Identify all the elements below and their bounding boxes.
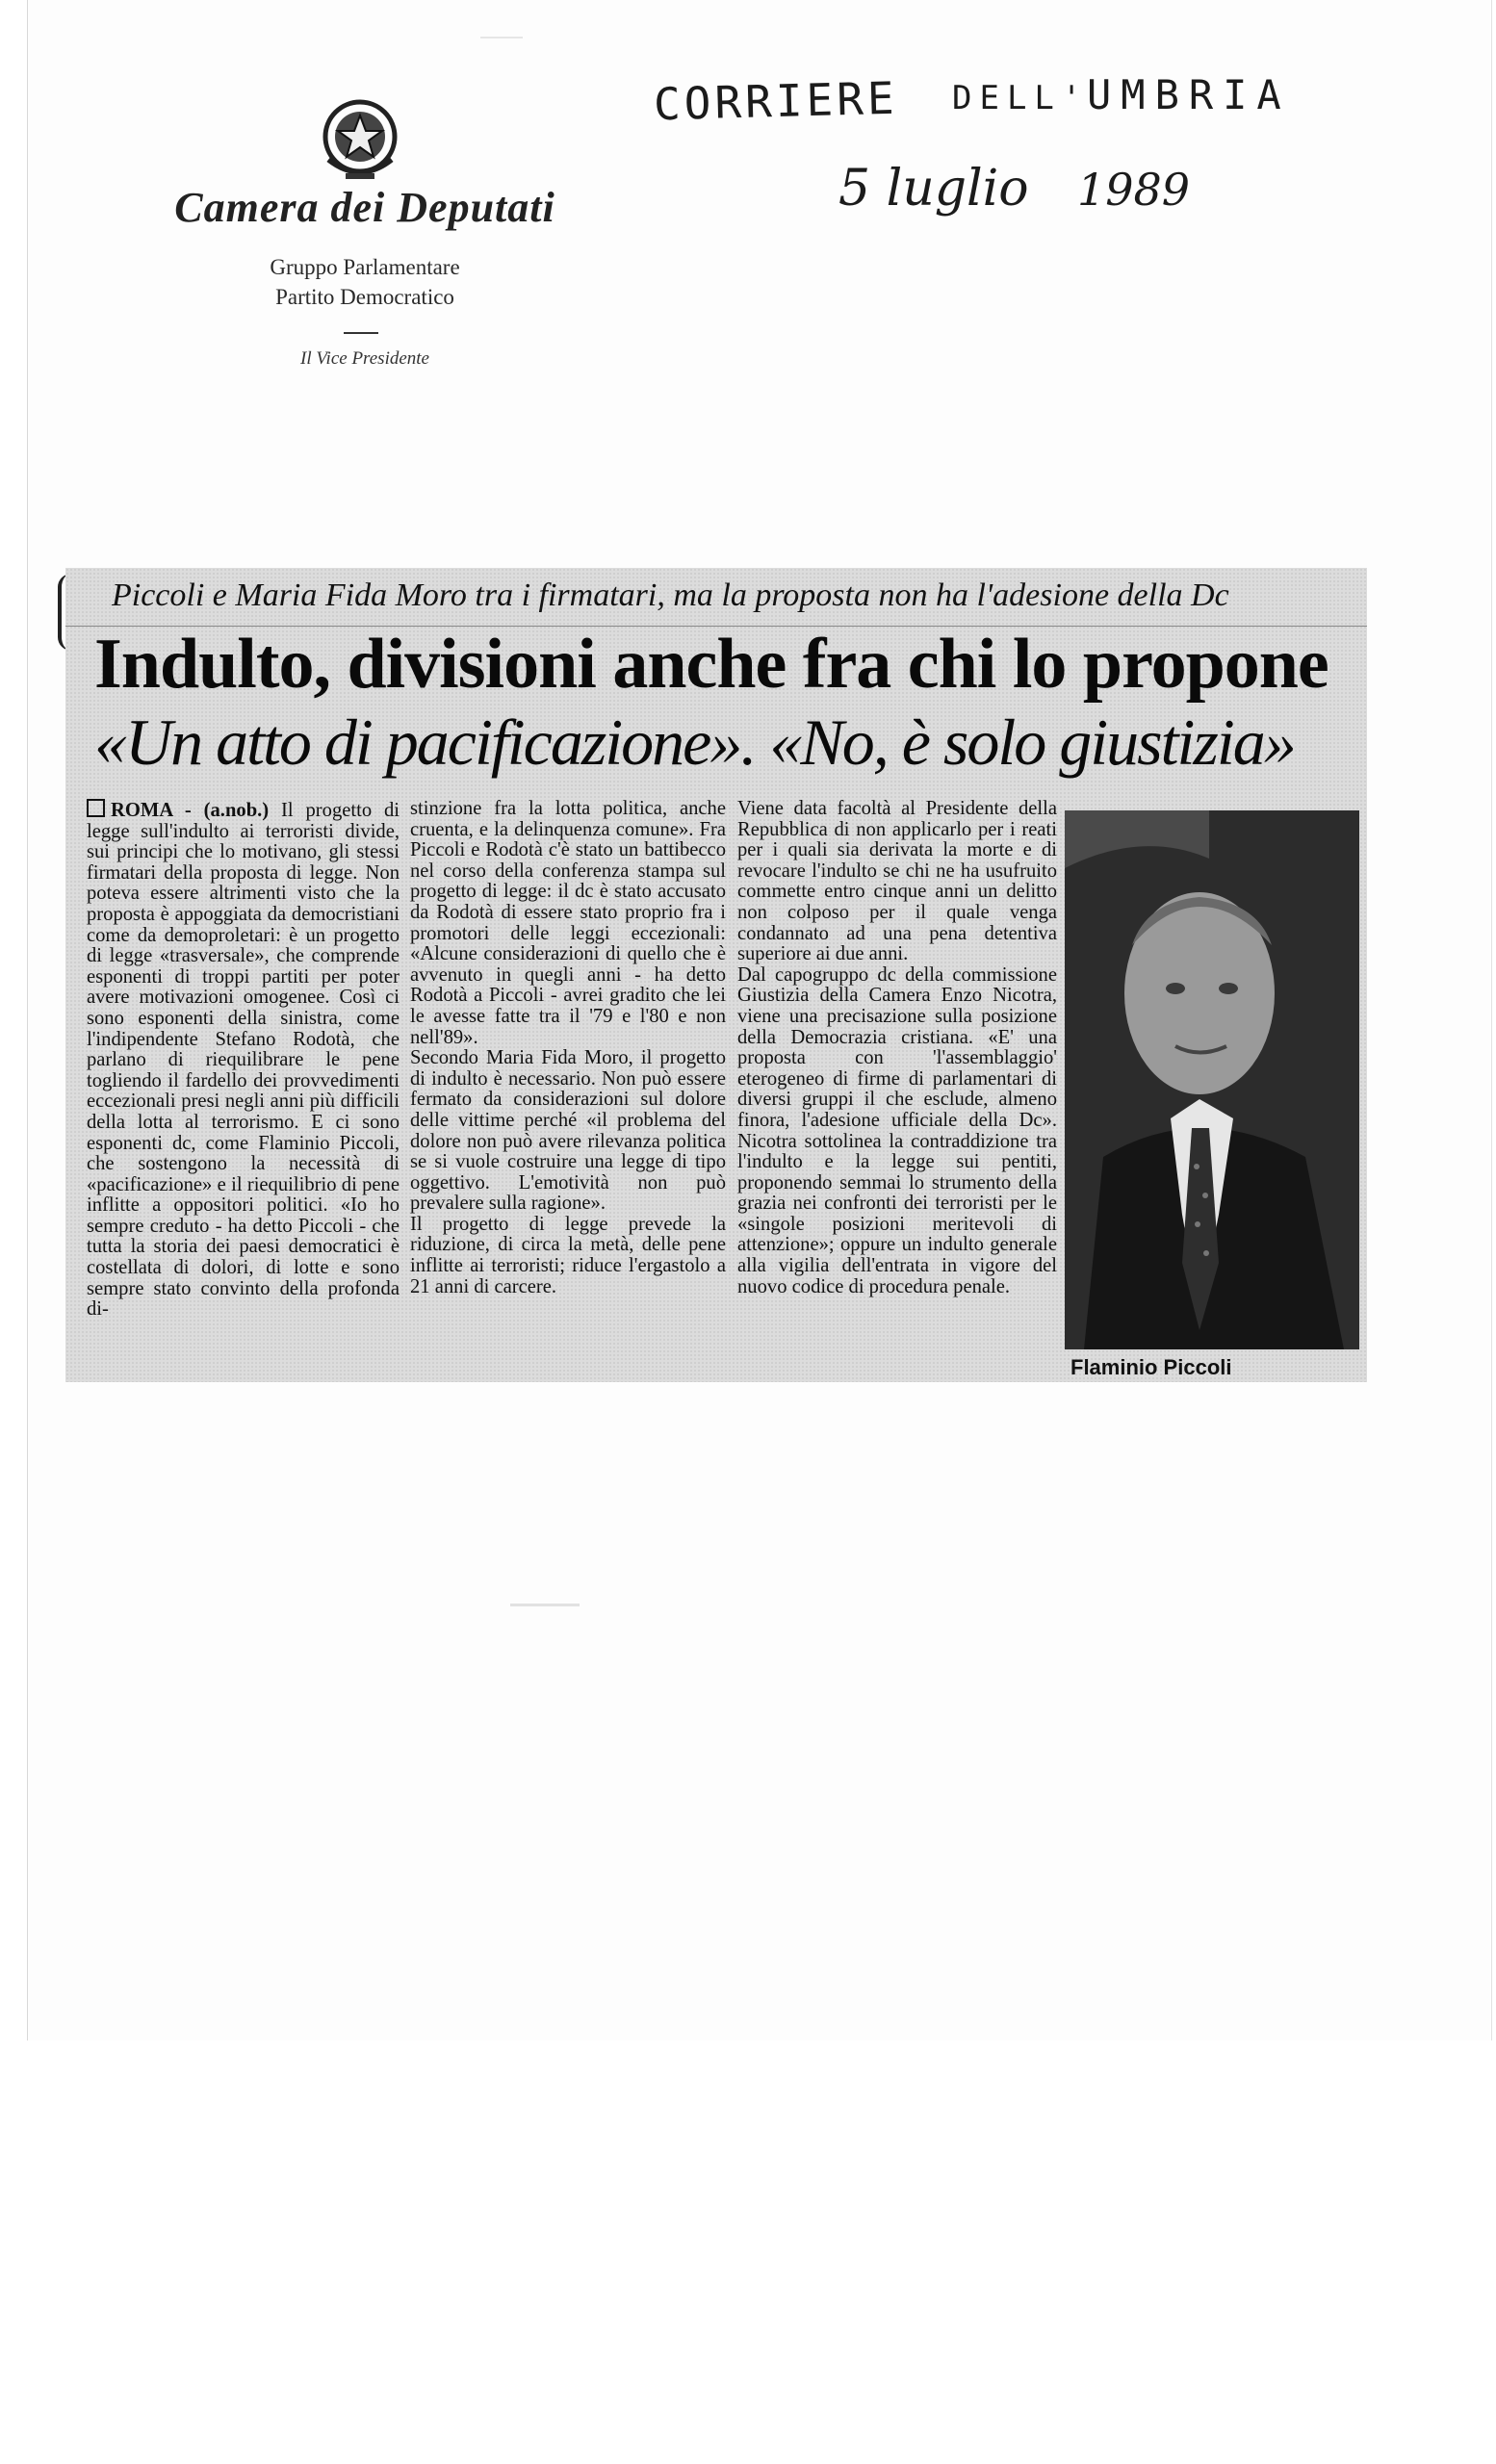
letterhead-role: Il Vice Presidente: [300, 348, 429, 369]
letterhead-title: Camera dei Deputati: [174, 184, 555, 231]
column-3-paragraph-2: Dal capogruppo dc della commissione Giustizia della Camera Enzo Nicotra, viene una precisazione sulla posizione della Democrazia cristiana. «E' una proposta con 'l'assemblaggio' eterogeneo di firme di parlamentari di diversi gruppi il che esclude, almeno finora, l'adesione ufficiale della Dc». Nicotra sottolinea la contraddizione tra l'indulto e la legge sui pentiti, proponendo semmai lo strumento della grazia nei confronti dei terroristi per le «singole posizioni meritevoli di attenzione»; oppure un indulto generale alla vigilia dell'entrata in vigore del nuovo codice di procedura penale.: [737, 963, 1057, 1297]
letterhead-group: [163, 252, 567, 312]
article-dateline: ROMA - (a.nob.): [111, 800, 270, 821]
photo-caption: Flaminio Piccoli: [1070, 1355, 1232, 1379]
scan-mark: [480, 37, 523, 38]
italian-republic-emblem-icon: [317, 92, 403, 185]
article-headline: Indulto, divisioni anche fra chi lo propone: [94, 625, 1328, 704]
article-column-2: [410, 799, 726, 1297]
article-column-1: [87, 799, 400, 1321]
article-subheadline: «Un atto di pacificazione». «No, è solo giustizia»: [94, 706, 1295, 779]
handwritten-date: 5 luglio: [838, 160, 1029, 218]
article-column-3: [737, 799, 1057, 1297]
article-kicker: Piccoli e Maria Fida Moro tra i firmatari, ma la proposta non ha l'adesione della Dc: [112, 578, 1229, 613]
column-2-paragraph-3: Il progetto di legge prevede la riduzione, di circa la metà, delle pene inflitte ai terroristi; riduce l'ergastolo a 21 anni di carcere.: [410, 1213, 726, 1297]
portrait-photo: [1065, 810, 1359, 1349]
handwritten-newspaper-region: UMBRIA: [1087, 71, 1291, 118]
newspaper-clipping: [65, 568, 1367, 1382]
column-3-paragraph-1: Viene data facoltà al Presidente della Repubblica di non applicarlo per i reati per i quali sia derivata la morte e di revocare l'indulto se chi ne ha usufruito commette entro cinque anni un delitto non colposo per il quale venga condannato ad una pena detentiva superiore ai due anni.: [737, 798, 1057, 965]
column-1-text: Il progetto di legge sull'indulto ai terroristi divide, sui principi che lo motivano, gli stessi firmatari della proposta di legge. Non poteva essere altrimenti visto che la proposta è appoggiata da democristiani come da demoproletari: è un progetto di legge «trasversale», che comprende esponenti di troppi partiti per poter avere motivazioni omogenee. Così ci sono esponenti della sinistra, come l'indipendente Stefano Rodotà, che parlano di riequilibrare le pene togliendo il fardello dei provvedimenti eccezionali presi negli anni più difficili della lotta al terrorismo. E ci sono esponenti dc, come Flaminio Piccoli, che sostengono la necessità di «pacificazione» e il riequilibrio di pene inflitte a oppositori politici. «Io ho sempre creduto - ha detto Piccoli - che tutta la storia dei paesi democratici è costellata di dolori, di lotte e sono sempre stato convinto della profonda di-: [87, 800, 400, 1321]
scan-mark: [510, 1604, 580, 1606]
group-line-1: Gruppo Parlamentare: [270, 255, 460, 279]
group-line-2: Partito Democratico: [275, 285, 454, 309]
handwritten-year: 1989: [1077, 164, 1191, 216]
column-2-paragraph-2: Secondo Maria Fida Moro, il progetto di indulto è necessario. Non può essere fermato da considerazioni sul dolore delle vittime perché «il problema del dolore non può avere rilevanza politica se si vuole costruire una legge di tipo oggettivo. L'emotività non può prevalere sulla ragione».: [410, 1047, 726, 1215]
handwritten-newspaper-name: CORRIERE: [653, 71, 899, 131]
dateline-square-icon: [87, 799, 105, 817]
handwritten-newspaper-article: DELL': [952, 79, 1090, 117]
letterhead-divider: [344, 332, 378, 334]
column-2-paragraph-1: stinzione fra la lotta politica, anche cruenta, e la delinquenza comune». Fra Piccoli e Rodotà c'è stato un battibecco nel corso della conferenza stampa sul progetto di legge: il dc è stato accusato da Rodotà di essere stato proprio fra i promotori delle leggi eccezionali: «Alcune considerazioni di quello che è avvenuto in quegli anni - ha detto Rodotà a Piccoli - avrei gradito che lei le avesse fatte tra il '79 e l'80 e non nell'89».: [410, 798, 726, 1048]
